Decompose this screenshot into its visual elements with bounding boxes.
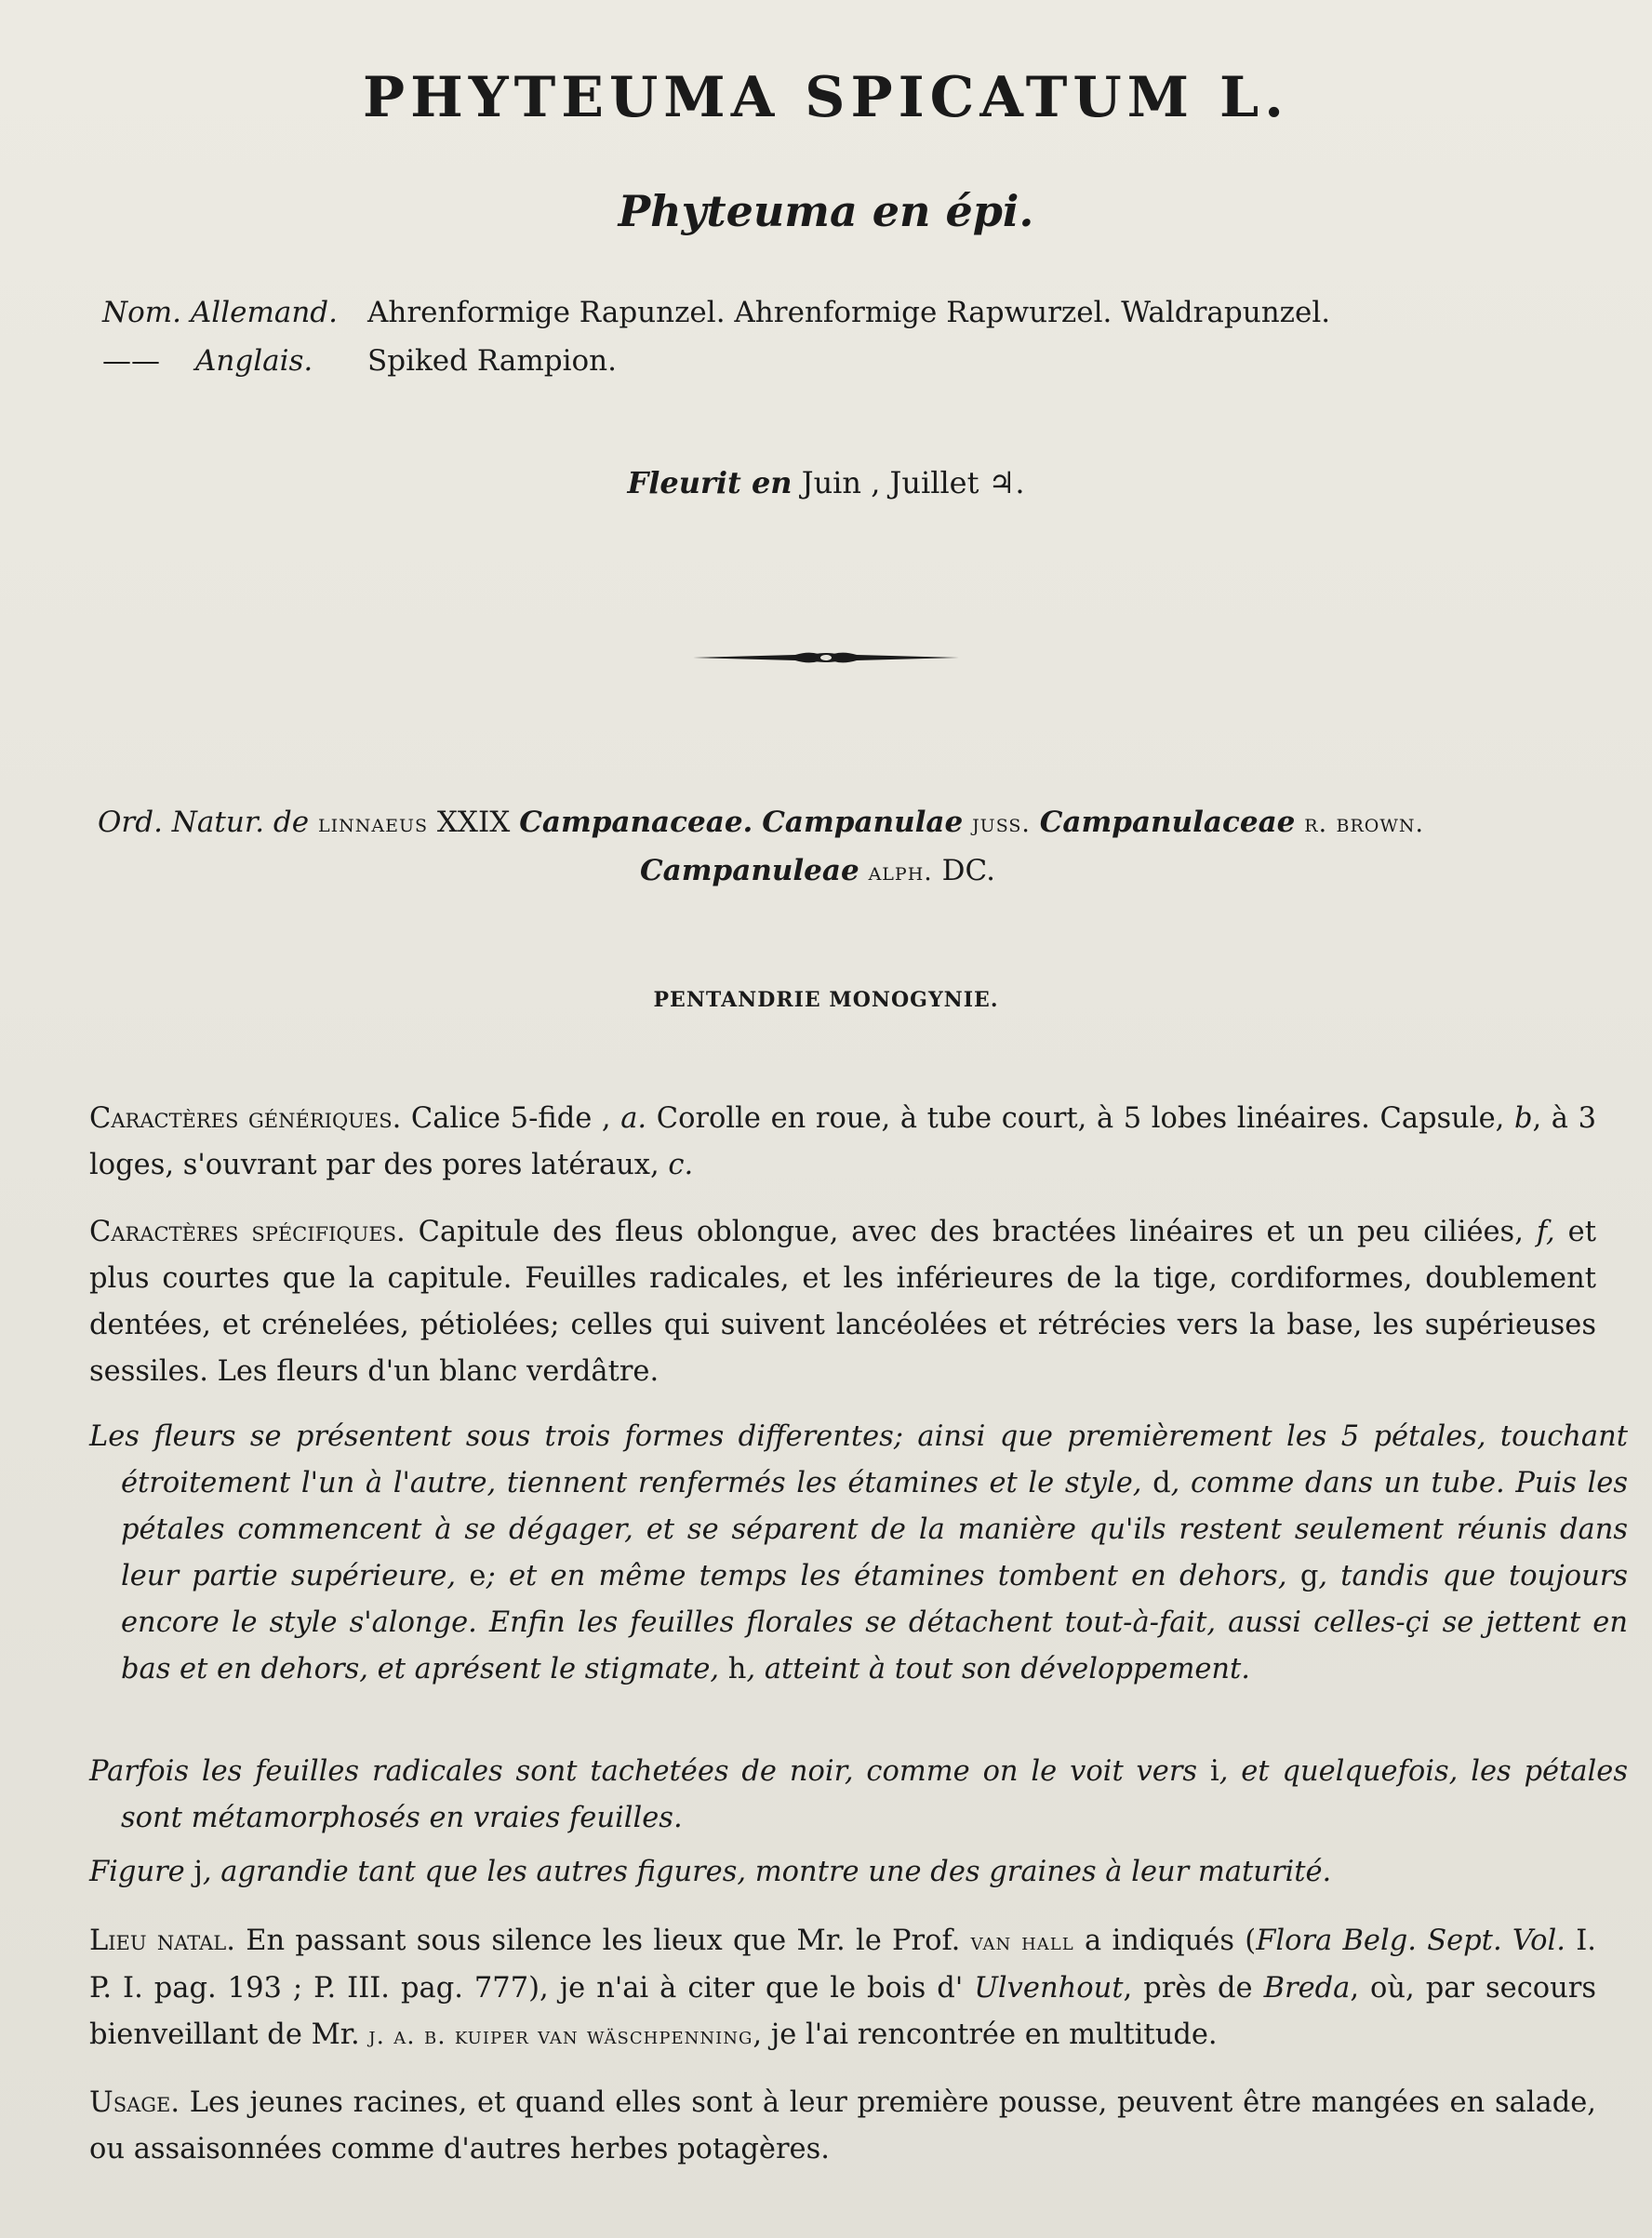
lieu-text-3: I. P. I. pag. 193 ; P. III. pag. 777), je n'ai à citer que le bois d' [89,1925,1596,2005]
ordre-campanulae: Campanulae [762,806,964,839]
ornament-divider [693,647,959,668]
generiques-ref-a: a. [620,1102,647,1135]
lieu-kuiper: j. a. b. kuiper van wäschpenning [368,2022,753,2050]
ordre-campanaceae: Campanaceae. [519,806,753,839]
paragraph-formes [89,1414,1628,1693]
page-subtitle: Phyteuma en épi. [618,186,1034,236]
formes-text-3: ; et en même temps les étamines tombent en dehors, [486,1560,1287,1592]
generiques-ref-b: b [1513,1102,1533,1135]
formes-ref-h: h [727,1653,747,1685]
paragraph-lieu-natal [89,1918,1596,2059]
lieu-breda: Breda [1263,1972,1351,2005]
nom-anglais-label: Anglais. [195,344,313,378]
ordre-campanuleae: Campanuleae [640,854,859,887]
specifiques-text-1: Capitule des fleus oblongue, avec des bractées linéaires et un peu ciliées, [418,1216,1524,1248]
nom-allemand-row [0,296,1652,333]
paragraph-generiques [89,1096,1596,1189]
nom-allemand-label: Nom. Allemand. [102,296,338,329]
paragraph-usage [89,2080,1596,2173]
ordre-alph: alph. [868,858,933,886]
paragraph-tachetees [89,1749,1628,1842]
ordre-r-brown: r. brown. [1304,809,1424,838]
specifiques-text-2: et plus courtes que la capitule. Feuilles radicales, et les inférieures de la tige, cordiformes, doublement dentées, et crénelées, pétiolées; celles qui suivent lancéolées et rétrécies vers la base, les supérieuses sessiles. Les fleurs d'un blanc verdâtre. [89,1216,1596,1388]
lieu-text-2: a indiqués ( [1085,1925,1257,1957]
lieu-van-hall: van hall [970,1928,1074,1956]
generiques-ref-c: c. [668,1149,694,1181]
ordre-prefix: Ord. Natur. de [98,806,310,839]
formes-text-1: Les fleurs se présentent sous trois formes differentes; ainsi que premièrement les 5 pétales, touchant étroitement l'un à l'autre, tiennent renfermés les étamines et le style, [89,1420,1628,1499]
tachetees-text-2: , et quelquefois, les pétales sont métamorphosés en vraies feuilles. [121,1755,1628,1834]
ordre-dc: DC. [941,854,995,887]
formes-ref-d: d [1152,1467,1171,1499]
fleurit-label: Fleurit en [627,465,793,500]
ordre-juss: juss. [972,809,1031,838]
ordre-campanulaceae: Campanulaceae [1039,806,1296,839]
figure-ref-j: j [193,1856,203,1888]
nom-anglais-row [0,344,1652,381]
lieu-ulvenhout: Ulvenhout [974,1972,1124,2005]
paragraph-specifiques [89,1209,1596,1395]
formes-ref-e: e [469,1560,486,1592]
lieu-text-6: , je l'ai rencontrée en multitude. [753,2018,1218,2051]
generiques-text-1: Calice 5-fide , [410,1102,611,1135]
lieu-text-5: , où, par secours bienveillant de Mr. [89,1972,1597,2051]
nom-anglais-dash: —— [102,344,160,378]
formes-text-4: , tandis que toujours encore le style s'alonge. Enfin les feuilles florales se détachent tout-à-fait, aussi celles-çi se jettent en bas et en dehors, et aprésent le stigmate, [121,1560,1628,1685]
usage-lead: Usage. [89,2086,180,2119]
fleurit-line [0,465,1652,500]
generiques-lead: Caractères génériques. [89,1102,402,1135]
page-title: PHYTEUMA SPICATUM L. [362,65,1290,130]
generiques-text-2: Corolle en roue, à tube court, à 5 lobes linéaires. Capsule, [656,1102,1505,1135]
lieu-text-1: En passant sous silence les lieux que Mr. le Prof. [246,1925,961,1957]
lieu-text-4: , près de [1123,1972,1253,2005]
formes-text-5: , atteint à tout son développement. [746,1653,1251,1685]
tachetees-text-1: Parfois les feuilles radicales sont tachetées de noir, comme on le voit vers [89,1755,1198,1788]
tachetees-ref-i: i [1209,1755,1219,1788]
ordre-line-1 [98,806,1424,839]
generiques-text-3: , à 3 loges, s'ouvrant par des pores latéraux, [89,1102,1597,1181]
figure-text-2: , agrandie tant que les autres figures, montre une des graines à leur maturité. [202,1856,1332,1888]
ordre-roman: XXIX [436,806,511,839]
nom-anglais-text: Spiked Rampion. [367,344,617,378]
paragraph-figure [89,1849,1628,1896]
pentandrie-heading: PENTANDRIE MONOGYNIE. [653,988,999,1012]
fleurit-text: Juin , Juillet ♃. [801,465,1025,500]
specifiques-ref-f: f, [1536,1216,1555,1248]
specifiques-lead: Caractères spécifiques. [89,1216,406,1248]
usage-text-1: Les jeunes racines, et quand elles sont à leur première pousse, peuvent être mangées en salade, ou assaisonnées comme d'autres herbes potagères. [89,2086,1596,2165]
nom-allemand-text: Ahrenformige Rapunzel. Ahrenformige Rapwurzel. Waldrapunzel. [367,296,1331,329]
lieu-lead: Lieu natal. [89,1925,235,1957]
lieu-flora: Flora Belg. Sept. Vol. [1256,1925,1565,1957]
figure-text-1: Figure [89,1856,185,1888]
formes-ref-g: g [1299,1560,1319,1592]
formes-text-2: , comme dans un tube. Puis les pétales commencent à se dégager, et se séparent de la manière qu'ils restent seulement réunis dans leur partie supérieure, [121,1467,1628,1592]
ordre-line-2 [640,854,995,887]
ordre-linnaeus: linnaeus [318,809,428,838]
